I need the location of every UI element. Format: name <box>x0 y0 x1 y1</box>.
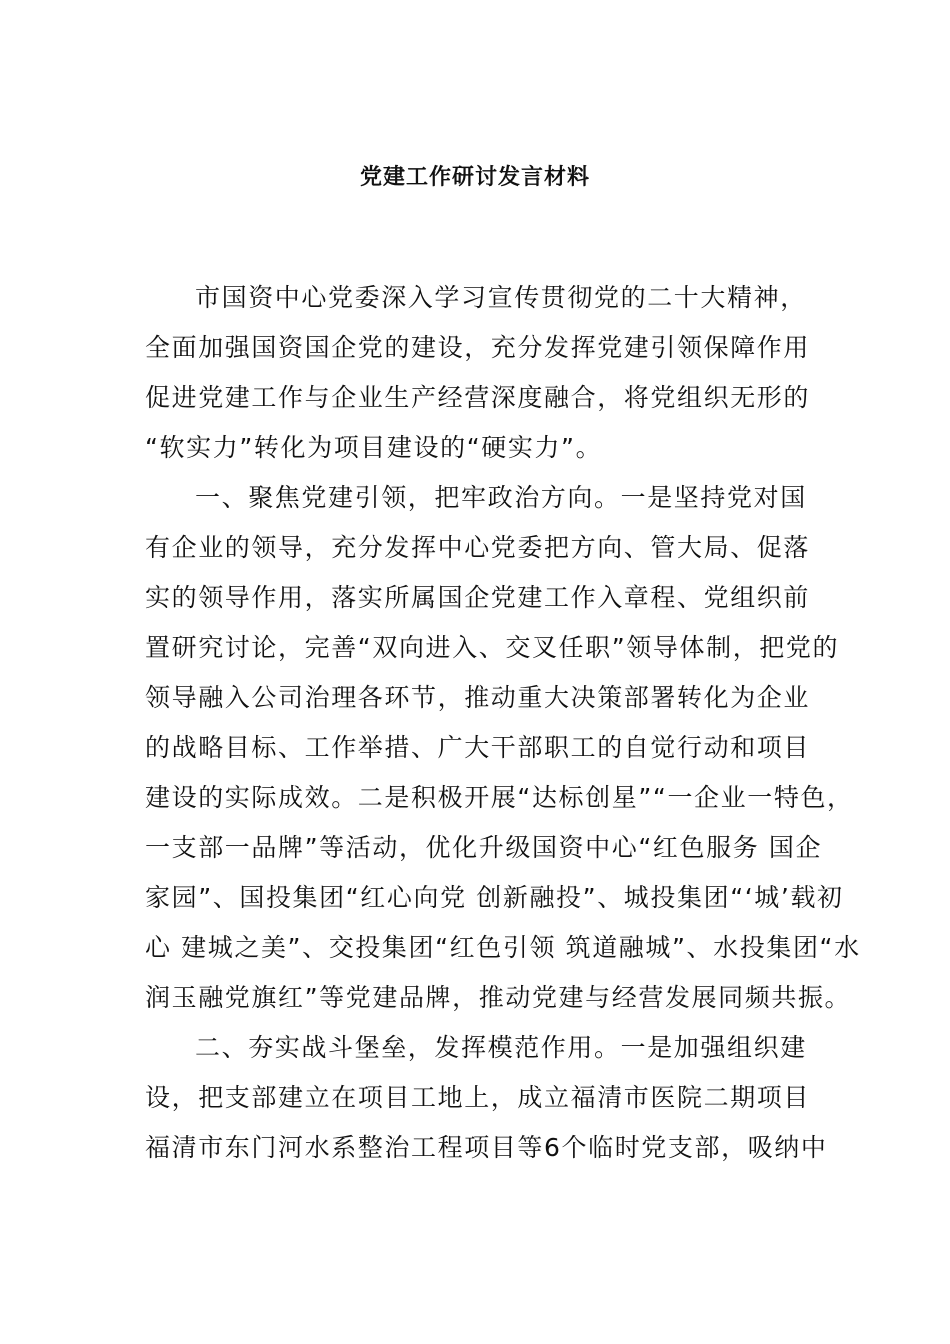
paragraph-line: 全面加强国资国企党的建设，充分发挥党建引领保障作用 <box>145 333 811 362</box>
paragraph-line: 实的领导作用，落实所属国企党建工作入章程、党组织前 <box>145 583 811 612</box>
paragraph-line: 润玉融党旗红”等党建品牌，推动党建与经营发展同频共振。 <box>145 983 852 1012</box>
paragraph-line: 建设的实际成效。二是积极开展“达标创星”“一企业一特色， <box>145 783 854 812</box>
paragraph-line: 家园”、国投集团“红心向党 创新融投”、城投集团“‘城’载初 <box>145 883 844 912</box>
paragraph-line: 有企业的领导，充分发挥中心党委把方向、管大局、促落 <box>145 533 811 562</box>
paragraph-line: “软实力”转化为项目建设的“硬实力”。 <box>145 433 603 462</box>
paragraph-line: 二、夯实战斗堡垒，发挥模范作用。一是加强组织建 <box>195 1033 807 1062</box>
paragraph-line: 的战略目标、工作举措、广大干部职工的自觉行动和项目 <box>145 733 811 762</box>
paragraph-line: 一、聚焦党建引领，把牢政治方向。一是坚持党对国 <box>195 483 807 512</box>
paragraph-line: 一支部一品牌”等活动，优化升级国资中心“红色服务 国企 <box>145 833 823 862</box>
paragraph-line: 领导融入公司治理各环节，推动重大决策部署转化为企业 <box>145 683 811 712</box>
paragraph-line: 促进党建工作与企业生产经营深度融合，将党组织无形的 <box>145 383 811 412</box>
paragraph-line: 设，把支部建立在项目工地上，成立福清市医院二期项目 <box>145 1083 811 1112</box>
paragraph-line: 置研究讨论，完善“双向进入、交叉任职”领导体制，把党的 <box>145 633 840 662</box>
document-title: 党建工作研讨发言材料 <box>359 165 590 190</box>
paragraph-line: 福清市东门河水系整治工程项目等6个临时党支部，吸纳中 <box>145 1133 828 1162</box>
paragraph-line: 市国资中心党委深入学习宣传贯彻党的二十大精神， <box>195 283 807 312</box>
paragraph-line: 心 建城之美”、交投集团“红色引领 筑道融城”、水投集团“水 <box>145 933 861 962</box>
